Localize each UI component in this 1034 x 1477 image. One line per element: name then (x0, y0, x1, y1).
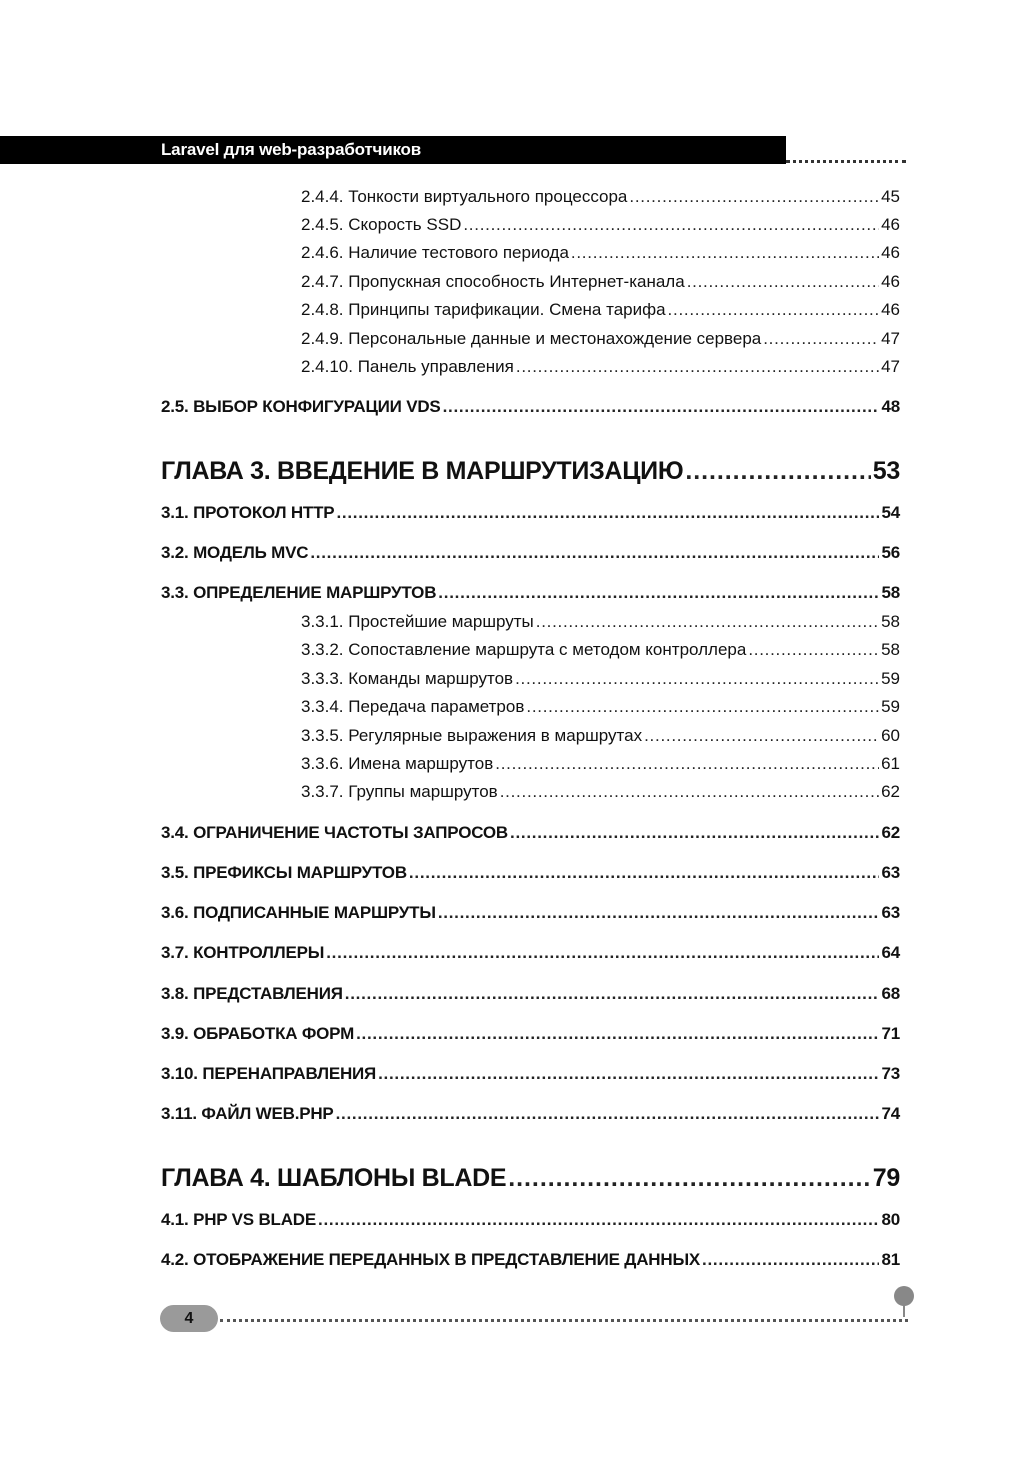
toc-entry-label: 2.4.6. Наличие тестового периода (301, 243, 569, 262)
toc-entry (301, 726, 900, 746)
toc-leader-dots (687, 272, 879, 292)
toc-entry-page: 58 (881, 612, 900, 631)
toc-section-entry (161, 823, 900, 843)
toc-entry-page: 46 (881, 300, 900, 319)
toc-leader-dots (685, 457, 870, 486)
toc-leader-dots (536, 612, 879, 632)
toc-section-entry (161, 1250, 900, 1270)
toc-leader-dots (336, 503, 879, 523)
toc-leader-dots (378, 1064, 879, 1084)
toc-entry-page: 63 (881, 903, 900, 922)
toc-leader-dots (644, 726, 879, 746)
toc-leader-dots (508, 1164, 871, 1193)
toc-leader-dots (326, 943, 879, 963)
toc-section-entry (161, 1104, 900, 1124)
toc-section-entry (161, 1024, 900, 1044)
toc-entry-label: 3.7. КОНТРОЛЛЕРЫ (161, 943, 325, 962)
toc-entry-page: 63 (881, 863, 900, 882)
toc-entry-page: 74 (881, 1104, 900, 1123)
header-dotted-rule (786, 160, 906, 163)
toc-entry-label: 3.3.5. Регулярные выражения в маршрутах (301, 726, 643, 745)
footer-circle-ornament (894, 1286, 914, 1306)
toc-leader-dots (463, 215, 879, 235)
toc-entry-label: 3.5. ПРЕФИКСЫ МАРШРУТОВ (161, 863, 407, 882)
toc-leader-dots (495, 754, 879, 774)
toc-entry-label: 2.4.8. Принципы тарификации. Смена тарифа (301, 300, 666, 319)
toc-leader-dots (629, 187, 879, 207)
toc-section-entry (161, 984, 900, 1004)
toc-entry (301, 697, 900, 717)
toc-section-entry (161, 543, 900, 563)
toc-leader-dots (526, 697, 879, 717)
toc-entry (301, 243, 900, 263)
toc-section-entry (161, 583, 900, 603)
toc-entry-label: 3.3.7. Группы маршрутов (301, 782, 498, 801)
toc-leader-dots (763, 329, 879, 349)
toc-section-entry (161, 1210, 900, 1230)
toc-leader-dots (516, 357, 879, 377)
toc-leader-dots (510, 823, 879, 843)
toc-entry-label: 3.6. ПОДПИСАННЫЕ МАРШРУТЫ (161, 903, 436, 922)
toc-entry-page: 81 (881, 1250, 900, 1269)
toc-leader-dots (748, 640, 879, 660)
toc-entry-label: 3.3.2. Сопоставление маршрута с методом контроллера (301, 640, 747, 659)
toc-entry (301, 669, 900, 689)
toc-entry-page: 53 (872, 457, 900, 485)
toc-leader-dots (318, 1210, 879, 1230)
toc-entry (301, 640, 900, 660)
toc-entry-label: 2.4.9. Персональные данные и местонахождение сервера (301, 329, 762, 348)
toc-entry-label: 3.3.4. Передача параметров (301, 697, 525, 716)
toc-entry (301, 612, 900, 632)
running-header-title: Laravel для web-разработчиков (161, 140, 421, 159)
toc-entry-page: 56 (881, 543, 900, 562)
toc-entry-page: 62 (881, 782, 900, 801)
toc-entry-label: ГЛАВА 3. ВВЕДЕНИЕ В МАРШРУТИЗАЦИЮ (161, 457, 684, 485)
toc-section-entry (161, 503, 900, 523)
toc-entry-label: 2.4.5. Скорость SSD (301, 215, 462, 234)
toc-entry-label: 3.9. ОБРАБОТКА ФОРМ (161, 1024, 355, 1043)
toc-leader-dots (571, 243, 879, 263)
toc-entry-page: 71 (881, 1024, 900, 1043)
toc-entry-label: 2.4.7. Пропускная способность Интернет-канала (301, 272, 685, 291)
toc-entry-label: 3.3.6. Имена маршрутов (301, 754, 494, 773)
toc-entry-label: 3.3.1. Простейшие маршруты (301, 612, 534, 631)
toc-entry-label: 2.5. ВЫБОР КОНФИГУРАЦИИ VDS (161, 397, 441, 416)
toc-entry-label: 3.3. ОПРЕДЕЛЕНИЕ МАРШРУТОВ (161, 583, 437, 602)
toc-entry-label: 2.4.4. Тонкости виртуального процессора (301, 187, 628, 206)
toc-entry (301, 357, 900, 377)
toc-entry-page: 79 (872, 1164, 900, 1192)
toc-leader-dots (702, 1250, 879, 1270)
toc-entry-page: 45 (881, 187, 900, 206)
toc-entry-label: 2.4.10. Панель управления (301, 357, 514, 376)
toc-leader-dots (500, 782, 879, 802)
toc-entry-label: 3.4. ОГРАНИЧЕНИЕ ЧАСТОТЫ ЗАПРОСОВ (161, 823, 508, 842)
toc-entry (301, 782, 900, 802)
toc-entry-label: 3.10. ПЕРЕНАПРАВЛЕНИЯ (161, 1064, 377, 1083)
toc-leader-dots (515, 669, 879, 689)
toc-entry-label: 3.3.3. Команды маршрутов (301, 669, 514, 688)
toc-entry-page: 46 (881, 215, 900, 234)
toc-leader-dots (336, 1104, 880, 1124)
toc-entry-label: 3.2. МОДЕЛЬ MVC (161, 543, 309, 562)
footer-dotted-rule (220, 1319, 908, 1322)
toc-section-entry (161, 863, 900, 883)
toc-chapter-entry (161, 457, 900, 486)
toc-entry-page: 73 (881, 1064, 900, 1083)
toc-entry-page: 54 (881, 503, 900, 522)
toc-entry-page: 58 (881, 640, 900, 659)
toc-entry-page: 62 (881, 823, 900, 842)
toc-entry-page: 60 (881, 726, 900, 745)
toc-entry-page: 61 (881, 754, 900, 773)
toc-entry (301, 300, 900, 320)
toc-leader-dots (409, 863, 880, 883)
toc-section-entry (161, 903, 900, 923)
toc-entry-page: 64 (881, 943, 900, 962)
toc-entry-page: 46 (881, 243, 900, 262)
toc-leader-dots (345, 984, 880, 1004)
toc-entry-page: 47 (881, 357, 900, 376)
toc-entry-page: 47 (881, 329, 900, 348)
toc-entry-page: 46 (881, 272, 900, 291)
toc-entry-page: 80 (881, 1210, 900, 1229)
toc-entry-label: 3.11. ФАЙЛ WEB.PHP (161, 1104, 334, 1123)
toc-leader-dots (310, 543, 879, 563)
toc-leader-dots (668, 300, 880, 320)
toc-entry-page: 58 (881, 583, 900, 602)
toc-entry-page: 68 (881, 984, 900, 1003)
toc-chapter-entry (161, 1164, 900, 1193)
toc-entry (301, 329, 900, 349)
toc-leader-dots (443, 397, 880, 417)
page-number-badge: 4 (160, 1305, 218, 1332)
toc-entry-page: 48 (881, 397, 900, 416)
toc-leader-dots (438, 903, 880, 923)
toc-entry-label: 4.2. ОТОБРАЖЕНИЕ ПЕРЕДАННЫХ В ПРЕДСТАВЛЕНИЕ ДАННЫХ (161, 1250, 701, 1269)
toc-leader-dots (356, 1024, 879, 1044)
toc-entry-page: 59 (881, 669, 900, 688)
toc-leader-dots (438, 583, 879, 603)
toc-entry-page: 59 (881, 697, 900, 716)
toc-entry-label: ГЛАВА 4. ШАБЛОНЫ BLADE (161, 1164, 507, 1192)
toc-section-entry (161, 943, 900, 963)
toc-entry-label: 4.1. PHP VS BLADE (161, 1210, 317, 1229)
toc-entry-label: 3.8. ПРЕДСТАВЛЕНИЯ (161, 984, 343, 1003)
toc-section-entry (161, 397, 900, 417)
toc-entry (301, 215, 900, 235)
toc-entry-label: 3.1. ПРОТОКОЛ HTTP (161, 503, 335, 522)
footer-tick-ornament (903, 1305, 905, 1317)
toc-entry (301, 187, 900, 207)
toc-entry (301, 754, 900, 774)
toc-section-entry (161, 1064, 900, 1084)
toc-entry (301, 272, 900, 292)
